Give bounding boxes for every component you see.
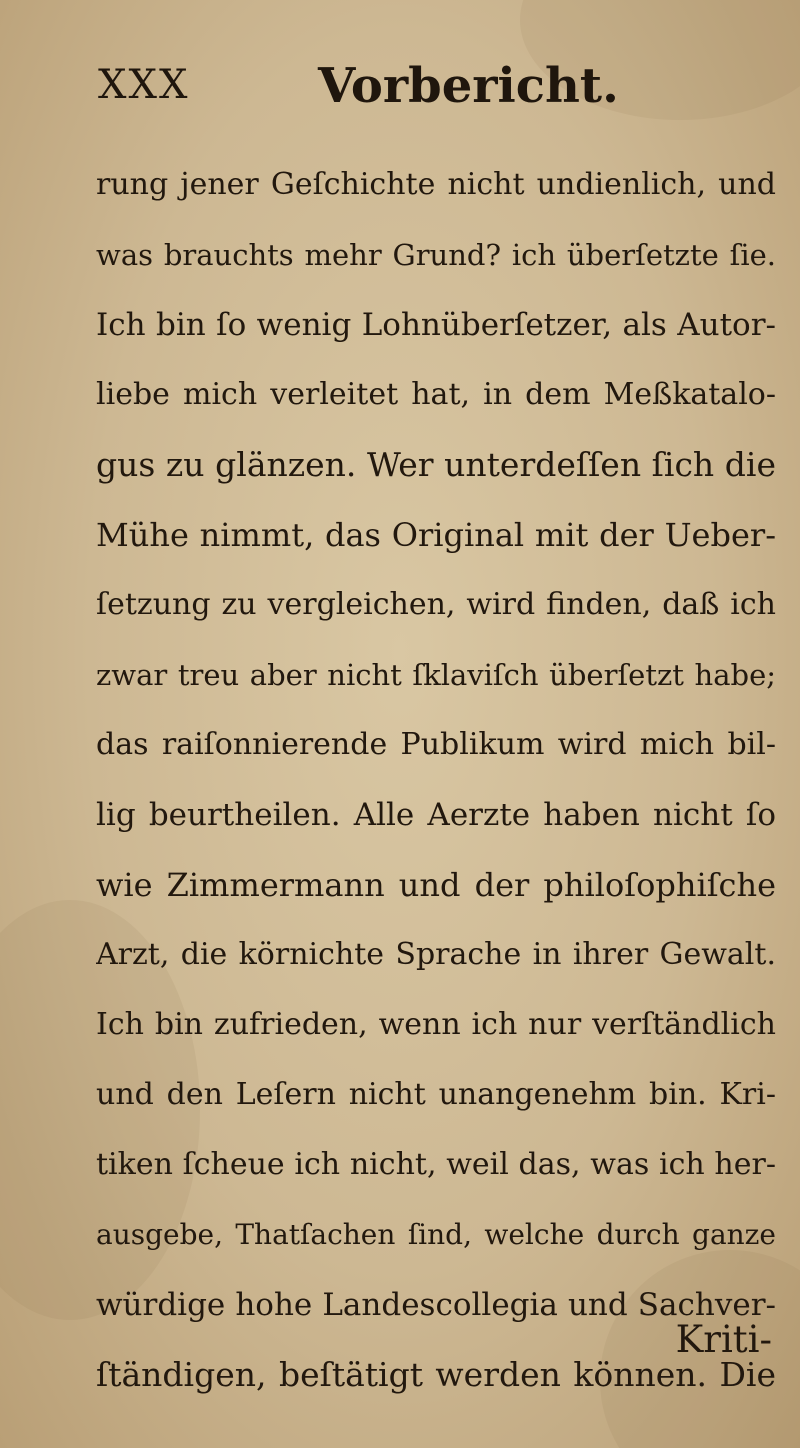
text-line: und den Leſern nicht unangenehm bin. Kri- [96, 1077, 776, 1112]
body-text [96, 150, 776, 1410]
text-line: was brauchts mehr Grund? ich überſetzte ſie. [96, 238, 776, 272]
catchword: Kriti- [675, 1318, 772, 1361]
text-line: zwar treu aber nicht ſklaviſch überſetzt habe; [96, 658, 776, 692]
text-line: tiken ſcheue ich nicht, weil das, was ich her- [96, 1147, 776, 1182]
text-line: Mühe nimmt, das Original mit der Ueber- [96, 516, 776, 554]
text-line: ſetzung zu vergleichen, wird finden, daß ich [96, 587, 776, 622]
text-line: ausgebe, Thatſachen ſind, welche durch ganze [96, 1218, 776, 1251]
text-line: Ich bin ſo wenig Lohnüberſetzer, als Autor- [96, 307, 776, 343]
text-line: lig beurtheilen. Alle Aerzte haben nicht ſo [96, 797, 776, 833]
text-line: rung jener Geſchichte nicht undienlich, und [96, 167, 776, 202]
text-line: das raiſonnierende Publikum wird mich bil- [96, 727, 776, 762]
text-line: gus zu glänzen. Wer unterdeſſen ſich die [96, 445, 776, 484]
page-number: XXX [98, 62, 190, 108]
text-line: ſtändigen, beſtätigt werden können. Die [96, 1355, 776, 1394]
text-line: Ich bin zufrieden, wenn ich nur verſtändlich [96, 1007, 776, 1042]
text-line: liebe mich verleitet hat, in dem Meßkatalo- [96, 377, 776, 412]
running-title: Vorbericht. [318, 58, 619, 114]
page-header [0, 58, 800, 128]
text-line: würdige hohe Landescollegia und Sachver- [96, 1287, 776, 1323]
text-line: Arzt, die körnichte Sprache in ihrer Gewalt. [96, 937, 776, 972]
text-line: wie Zimmermann und der philoſophiſche [96, 866, 776, 904]
